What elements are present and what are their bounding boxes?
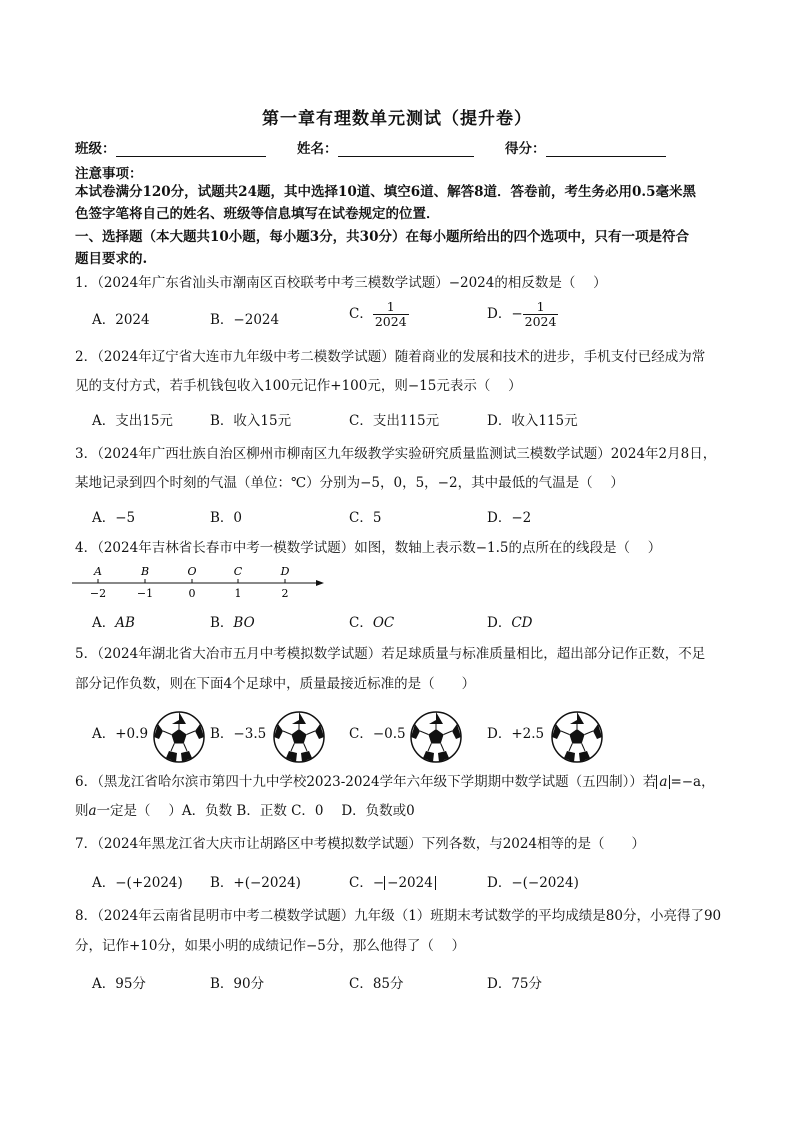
name-field xyxy=(297,137,474,157)
notice-heading: 注意事项： xyxy=(75,166,143,182)
question-8-options xyxy=(92,972,732,1000)
question-8-line-2: 分，记作+10分，如果小明的成绩记作−5分，那么他得了（ ） xyxy=(75,938,466,954)
q4-option-b-prefix: B． xyxy=(210,615,234,631)
q8-option-d[interactable]: D．75分 xyxy=(487,976,543,992)
question-1-options xyxy=(92,299,732,336)
question-3-line-1: 3．（2024年广西壮族自治区柳州市柳南区九年级教学实验研究质量监测试三模数学试题）2024年2月8日， xyxy=(75,446,717,462)
q7-option-c[interactable] xyxy=(349,871,436,891)
q7-option-c-absolute: −2024 xyxy=(384,876,436,890)
q5-option-d[interactable]: D．+2.5 xyxy=(487,726,545,742)
question-6-line-1 xyxy=(75,771,730,793)
question-5-line-1: 5．（2024年湖北省大冶市五月中考模拟数学试题）若足球质量与标准质量相比，超出部分记作正数，不足 xyxy=(75,646,706,662)
q1-option-d-fraction xyxy=(523,300,559,329)
question-4-text: 4．（2024年吉林省长春市中考一模数学试题）如图，数轴上表示数−1.5的点所在的线段是（ ） xyxy=(75,540,662,556)
question-3-options xyxy=(92,506,732,534)
q2-option-d[interactable]: D．收入115元 xyxy=(487,413,578,429)
q4-option-d-value: CD xyxy=(511,615,533,631)
q4-option-a-value: AB xyxy=(115,615,135,631)
name-blank[interactable] xyxy=(338,142,474,157)
q4-option-c-value: OC xyxy=(372,615,395,631)
question-1-text: 1．（2024年广东省汕头市潮南区百校联考中考三模数学试题）−2024的相反数是（ ） xyxy=(75,275,607,291)
q1-option-c[interactable] xyxy=(349,300,409,329)
tick-label: 0 xyxy=(188,587,196,600)
q8-option-b[interactable]: B．90分 xyxy=(210,976,265,992)
q1-c-denominator: 2024 xyxy=(374,314,407,329)
question-2-options xyxy=(92,409,732,437)
q2-option-c[interactable]: C．支出115元 xyxy=(349,413,440,429)
question-2-line-2: 见的支付方式，若手机钱包收入100元记作+100元，则−15元表示（ ） xyxy=(75,378,522,394)
q3-option-a[interactable]: A．−5 xyxy=(92,510,136,526)
q2-option-b[interactable]: B．收入15元 xyxy=(210,413,292,429)
q4-option-a-prefix: A． xyxy=(92,615,116,631)
point-label-a: A xyxy=(94,565,102,578)
q4-option-c-prefix: C． xyxy=(349,615,373,631)
q1-d-numerator: 1 xyxy=(536,299,545,314)
score-blank[interactable] xyxy=(546,142,666,157)
q5-option-a[interactable]: A．+0.9 xyxy=(92,726,149,742)
q8-option-a[interactable]: A．95分 xyxy=(92,976,146,992)
class-label: 班级： xyxy=(75,141,116,157)
q7-option-b[interactable]: B．+(−2024) xyxy=(210,875,301,891)
score-field xyxy=(505,137,666,157)
q7-option-a[interactable]: A．−(+2024) xyxy=(92,875,183,891)
q7-option-d[interactable]: D．−(−2024) xyxy=(487,875,579,891)
tick-label: −1 xyxy=(136,587,154,600)
q2-option-a[interactable]: A．支出15元 xyxy=(92,413,173,429)
number-line-figure xyxy=(70,563,340,603)
q4-option-c[interactable] xyxy=(349,611,394,631)
tick-label: −2 xyxy=(89,587,107,600)
score-label: 得分： xyxy=(505,141,546,157)
notice-line-1: 本试卷满分120分，试题共24题，其中选择10道、填空6道、解答8道．答卷前，考生务必用0.5毫米黑 xyxy=(75,184,697,200)
q6-line-2-options[interactable]: 一定是（ ）A．负数 B．正数 C．0 D．负数或0 xyxy=(96,803,415,819)
q6-absolute-value: a xyxy=(656,775,670,789)
notice-line-2: 色签字笔将自己的姓名、班级等信息填写在试卷规定的位置． xyxy=(75,206,440,222)
q6-line-1-tail: =−a， xyxy=(670,774,715,790)
point-label-c: C xyxy=(233,565,243,578)
section1-line-1: 一、选择题（本大题共10小题，每小题3分，共30分）在每小题所给出的四个选项中，只有一项是符合 xyxy=(75,229,689,245)
q3-option-d[interactable]: D．−2 xyxy=(487,510,532,526)
point-label-o: O xyxy=(187,565,197,578)
q1-option-c-fraction xyxy=(373,300,409,329)
q1-c-numerator: 1 xyxy=(386,299,395,314)
name-label: 姓名： xyxy=(297,141,338,157)
q3-option-b[interactable]: B．0 xyxy=(210,510,243,526)
question-4-options xyxy=(92,611,732,639)
q6-line-1-text: 6．（黑龙江省哈尔滨市第四十九中学校2023-2024学年六年级下学期期中数学试题（五四制））若 xyxy=(75,774,657,790)
q4-option-b-value: BO xyxy=(233,615,255,631)
q4-option-d[interactable] xyxy=(487,611,532,631)
question-7-text: 7．（2024年黑龙江省大庆市让胡路区中考模拟数学试题）下列各数，与2024相等的是（ ） xyxy=(75,836,646,852)
q8-option-c[interactable]: C．85分 xyxy=(349,976,404,992)
q1-d-denominator: 2024 xyxy=(524,314,557,329)
question-8-line-1: 8．（2024年云南省昆明市中考二模数学试题）九年级（1）班期末考试数学的平均成绩是80分，小亮得了90 xyxy=(75,908,722,924)
q6-line-2-prefix: 则 xyxy=(75,803,89,819)
page-title: 第一章有理数单元测试（提升卷） xyxy=(262,109,532,129)
number-line-arrow-icon xyxy=(316,580,324,586)
question-7-options xyxy=(92,871,732,899)
q4-option-b[interactable] xyxy=(210,611,255,631)
point-label-d: D xyxy=(280,565,290,578)
soccer-ball-icon xyxy=(272,710,326,764)
soccer-ball-icon xyxy=(550,710,604,764)
question-2-line-1: 2．（2024年辽宁省大连市九年级中考二模数学试题）随着商业的发展和技术的进步，手机支付已经成为常 xyxy=(75,349,706,365)
q3-option-c[interactable]: C．5 xyxy=(349,510,382,526)
q1-option-b[interactable]: B．−2024 xyxy=(210,312,280,328)
question-6-line-2 xyxy=(75,800,730,822)
q4-option-d-prefix: D． xyxy=(487,615,512,631)
question-3-line-2: 某地记录到四个时刻的气温（单位：℃）分别为−5，0，5，−2，其中最低的气温是（ ） xyxy=(75,475,624,491)
q1-option-d-prefix: D．− xyxy=(487,306,523,322)
q5-option-c[interactable]: C．−0.5 xyxy=(349,726,406,742)
question-5-line-2: 部分记作负数，则在下面4个足球中，质量最接近标准的是（ ） xyxy=(75,676,476,692)
q1-option-a[interactable]: A．2024 xyxy=(92,312,150,328)
number-line-ticks xyxy=(98,579,285,583)
q4-option-a[interactable] xyxy=(92,611,135,631)
class-field xyxy=(75,137,266,157)
student-info-row xyxy=(75,137,735,159)
class-blank[interactable] xyxy=(116,142,266,157)
soccer-ball-icon xyxy=(409,710,463,764)
tick-label: 1 xyxy=(234,587,242,600)
soccer-ball-icon xyxy=(152,710,206,764)
q6-variable: a xyxy=(88,803,97,819)
q1-option-c-prefix: C． xyxy=(349,306,373,322)
q1-option-d[interactable] xyxy=(487,300,558,329)
tick-label: 2 xyxy=(281,587,289,600)
q7-option-c-prefix: C．− xyxy=(349,875,385,891)
point-label-b: B xyxy=(140,565,150,578)
section1-line-2: 题目要求的. xyxy=(75,251,148,267)
q5-option-b[interactable]: B．−3.5 xyxy=(210,726,267,742)
question-5-options xyxy=(92,722,732,750)
